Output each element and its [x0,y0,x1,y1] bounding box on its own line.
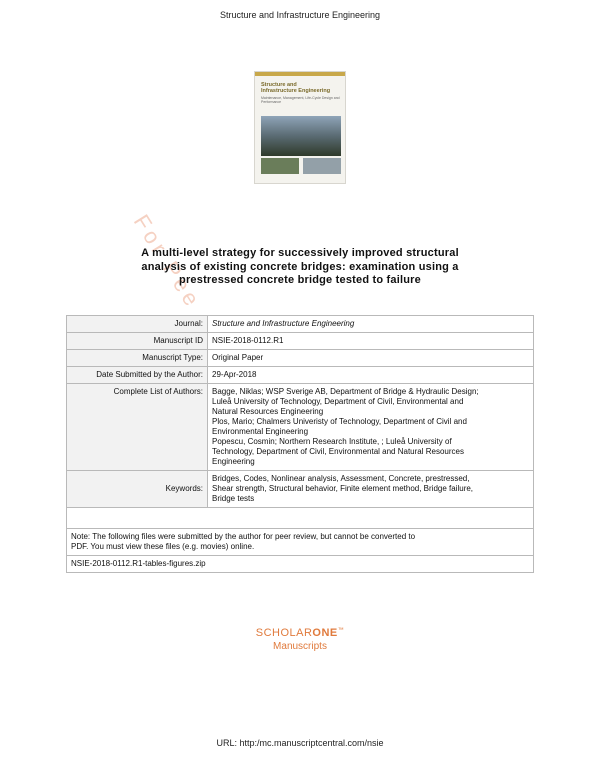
journal-label: Journal: [67,316,208,333]
table-row-date-submitted [67,367,534,384]
authors-line: Natural Resources Engineering [212,407,324,416]
date-submitted-label: Date Submitted by the Author: [67,367,208,384]
attached-file-link[interactable]: NSIE-2018-0112.R1-tables-figures.zip [67,556,534,573]
authors-line: Environmental Engineering [212,427,309,436]
cover-title: Structure and Infrastructure Engineering [261,82,331,94]
date-submitted-value: 29-Apr-2018 [208,367,534,384]
table-row-note [67,529,534,556]
authors-line: Engineering [212,457,255,466]
running-header: Structure and Infrastructure Engineering [219,10,381,20]
empty-row [67,508,534,529]
manuscript-id-label: Manuscript ID [67,333,208,350]
keywords-line: Bridges, Codes, Nonlinear analysis, Assessment, Concrete, prestressed, [212,474,470,483]
authors-label: Complete List of Authors: [67,384,208,471]
table-row-manuscript-id [67,333,534,350]
table-row-authors [67,384,534,471]
cover-subtitle: Maintenance, Management, Life-Cycle Design and Performance [261,96,340,104]
authors-line: Luleå University of Technology, Department of Civil, Environmental and [212,397,464,406]
keywords-label: Keywords: [67,471,208,508]
table-row-manuscript-type [67,350,534,367]
authors-line: Popescu, Cosmin; Northern Research Institute, ; Luleå University of [212,437,452,446]
authors-value [208,384,534,471]
authors-line: Bagge, Niklas; WSP Sverige AB, Department of Bridge & Hydraulic Design; [212,387,479,396]
cover-photo-small-left [261,158,299,174]
manuscript-type-value: Original Paper [208,350,534,367]
journal-cover-image [254,71,346,184]
cover-photo-small-right [303,158,341,174]
keywords-value [208,471,534,508]
cover-photo [261,116,341,156]
manuscript-details-table [66,315,534,573]
footer-url[interactable]: URL: http:/mc.manuscriptcentral.com/nsie [216,738,384,748]
table-row-spacer [67,508,534,529]
keywords-line: Shear strength, Structural behavior, Finite element method, Bridge failure, [212,484,474,493]
authors-line: Plos, Mario; Chalmers Univeristy of Technology, Department of Civil and [212,417,467,426]
review-watermark: For Pee [128,210,207,314]
manuscript-type-label: Manuscript Type: [67,350,208,367]
cover-top-bar [255,72,345,76]
table-row-journal [67,316,534,333]
keywords-line: Bridge tests [212,494,255,503]
files-note: Note: The following files were submitted by the author for peer review, but cannot be converted to PDF. You must view these files (e.g. movies) online. [67,529,534,556]
journal-value: Structure and Infrastructure Engineering [208,316,534,333]
manuscript-id-value: NSIE-2018-0112.R1 [208,333,534,350]
table-row-keywords [67,471,534,508]
scholarone-logo: SCHOLARONE™ Manuscripts [255,627,345,652]
table-row-file [67,556,534,573]
paper-title: A multi-level strategy for successively improved structural analysis of existing concrete bridges: examination using a prestressed concrete bridge tested to failure [141,247,459,286]
authors-line: Technology, Department of Civil, Environmental and Natural Resources [212,447,464,456]
